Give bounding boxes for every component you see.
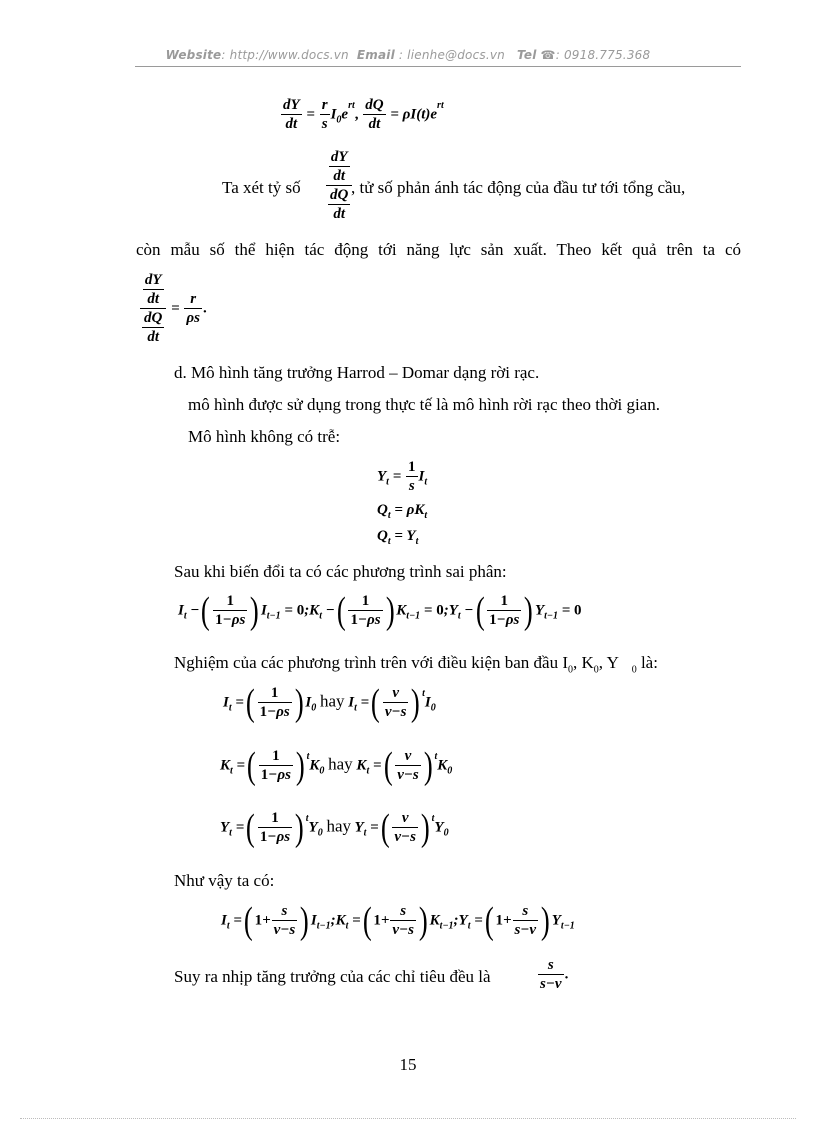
paragraph-ratio-line1: [222, 177, 301, 199]
tel-value: : 0918.775.368: [555, 48, 651, 62]
equation-recurrence: $I_t$ =( 1+ $\frac{s}{v-s}$ ) $I_{t-1};K_t$ =( 1+ $\frac{s}{v-s}$ ) $K_{t-1};Y_t$ =( 1+ $\frac{s}{s-v}$ ) $Y_{t-1}$: [221, 900, 575, 942]
page-header: [0, 48, 816, 62]
solution-sep1: , K: [573, 653, 594, 672]
ratio-lead-text: Ta xét tỷ số: [222, 178, 301, 197]
tel-label: Tel: [517, 48, 537, 62]
equation-ratio-result: $\frac{\frac{dY}{dt}}{\frac{dQ}{dt}}$ = $\frac{r}{\rho s}$ .: [139, 273, 207, 345]
header-divider: [135, 66, 741, 67]
text-conclusion: Suy ra nhịp tăng trưởng của các chỉ tiêu đều là: [174, 967, 491, 986]
text-no-lag-model: Mô hình không có trễ:: [188, 427, 341, 446]
ratio-rest-text: , tử số phản ánh tác động của đầu tư tới tổng cầu,: [351, 178, 686, 197]
section-heading-d: d. Mô hình tăng trưởng Harrod – Domar dạng rời rạc.: [174, 363, 540, 382]
footer-divider: [20, 1118, 796, 1119]
equation-qt-k: $Q_t = \rho K_t$: [377, 502, 428, 521]
email-label: Email: [356, 48, 395, 62]
paragraph-ratio-line2: còn mẫu số thể hiện tác động tới năng lực sản xuất. Theo kết quả trên ta có: [136, 240, 741, 259]
equation-solution-k: $K_t$ =( $\frac{1}{1-\rho s}$ ) $^tK_0$ hay $K_t$ =( $\frac{v}{v-s}$ ) $^tK_0$: [220, 745, 453, 787]
website-value: : http://www.docs.vn: [221, 48, 349, 62]
phone-icon: ☎: [540, 48, 556, 62]
website-label: Website: [165, 48, 222, 62]
solution-lead: Nghiệm của các phương trình trên với điều kiện ban đầu I: [174, 653, 568, 672]
equation-growth-rate: $\frac{s}{s-v}$ .: [540, 957, 569, 992]
equation-solution-y: $Y_t$ =( $\frac{1}{1-\rho s}$ ) $^tY_0$ hay $Y_t$ =( $\frac{v}{v-s}$ ) $^tY_0$: [220, 807, 449, 849]
equation-derivatives: $\frac{dY}{dt}$ = $\frac{r}{s}$ $I_0e^{rt}$, $\frac{dQ}{dt}$ = $\rho I(t)e^{rt}$: [283, 97, 444, 132]
page-number: 15: [399, 1055, 417, 1074]
solution-sep2: , Y: [598, 653, 619, 672]
equation-ratio-fraction: $\frac{\frac{dY}{dt}}{\frac{dQ}{dt}}$: [325, 150, 353, 222]
equation-difference: $I_t$ −( $\frac{1}{1-\rho s}$ ) $I_{t-1}$ = $0;K_t$ −( $\frac{1}{1-\rho s}$ ) $K_{t-1}$ = $0;Y_t$ −( $\frac{1}{1-\rho s}$ ) $Y_{t-1} = 0$: [178, 590, 582, 632]
equation-qt-y: $Q_t = Y_t$: [377, 528, 419, 547]
text-discrete-model: mô hình được sử dụng trong thực tế là mô hình rời rạc theo thời gian.: [188, 395, 660, 414]
text-solution-intro: Nghiệm của các phương trình trên với điều kiện ban đầu $I_0$, $K_0$, Y $_0$ là:: [174, 653, 658, 676]
text-after-transform: Sau khi biến đổi ta có các phương trình sai phân:: [174, 562, 507, 581]
hay-word: hay: [328, 754, 353, 774]
solution-end: là:: [640, 653, 658, 672]
equation-solution-i: $I_t$ =( $\frac{1}{1-\rho s}$ ) $I_0$ hay $I_t$ =( $\frac{v}{v-s}$ ) $^tI_0$: [223, 682, 436, 724]
hay-word: hay: [326, 816, 351, 836]
email-value: : lienhe@docs.vn: [398, 48, 505, 62]
text-thus: Như vậy ta có:: [174, 871, 275, 890]
hay-word: hay: [320, 691, 345, 711]
equation-yt: $Y_t$ = $\frac{1}{s}$ $I_t$: [377, 459, 428, 494]
